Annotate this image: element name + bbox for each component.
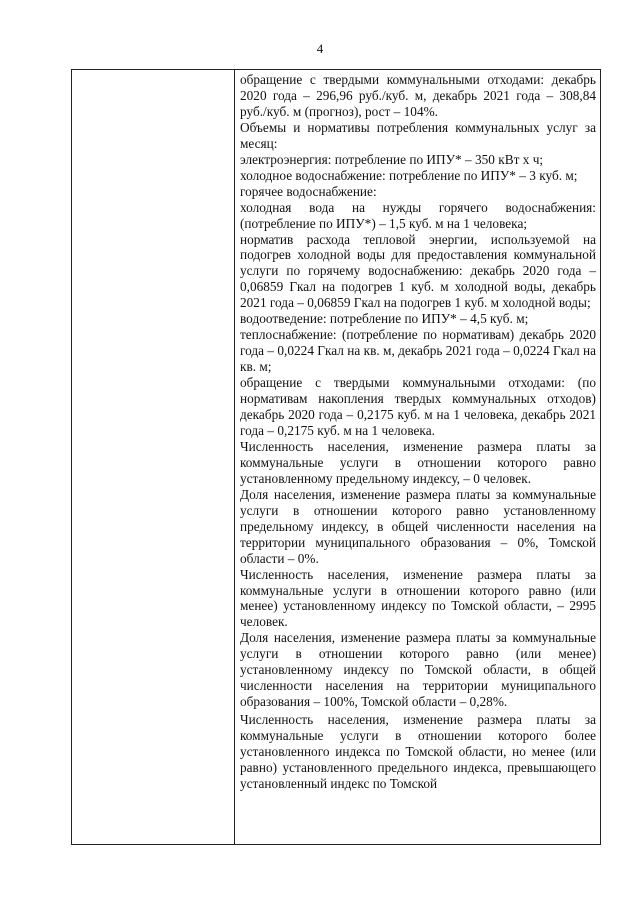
paragraph-heat-norm: норматив расхода тепловой энергии, используемой на подогрев холодной воды для предоставления коммунальной услуги по горячему водоснабжению: декабрь 2020 года – 0,06859 Гкал на подогрев 1 куб. м холодной воды, декабрь 2021 года – 0,06859 Гкал на подогрев 1 куб. м холодной воды; bbox=[240, 231, 596, 311]
document-table bbox=[71, 69, 601, 845]
paragraph-volumes-heading: Объемы и нормативы потребления коммунальных услуг за месяц: bbox=[240, 119, 596, 151]
paragraph-population-equal-regional: Численность населения, изменение размера платы за коммунальные услуги в отношении которого равно (или менее) установленному индексу по Томской области, – 2995 человек. bbox=[240, 566, 596, 630]
paragraph-share-equal-limit: Доля населения, изменение размера платы за коммунальные услуги в отношении которого равно установленному предельному индексу, в общей численности населения на территории муниципального образования – 0%, Томской области – 0%. bbox=[240, 486, 596, 566]
paragraph-hot-water-heading: горячее водоснабжение: bbox=[240, 183, 377, 199]
paragraph-tko-norms: обращение с твердыми коммунальными отходами: (по нормативам накопления твердых коммунальных отходов) декабрь 2020 года – 0,2175 куб. м на 1 человека, декабрь 2021 года – 0,2175 куб. м на 1 человека. bbox=[240, 375, 596, 438]
table-right-column bbox=[235, 70, 600, 844]
page-number: 4 bbox=[316, 41, 324, 56]
paragraph-cold-water: холодное водоснабжение: потребление по ИПУ* – 3 куб. м; bbox=[240, 167, 578, 183]
paragraph-population-above-regional: Численность населения, изменение размера платы за коммунальные услуги в отношении которого более установленного индекса по Томской области, но менее (или равно) установленного предельного индекса, превышающего установленный индекс по Томской bbox=[240, 712, 596, 791]
paragraph-drainage: водоотведение: потребление по ИПУ* – 4,5 куб. м; bbox=[240, 311, 529, 327]
paragraph-heating: теплоснабжение: (потребление по нормативам) декабрь 2020 года – 0,0224 Гкал на кв. м, декабрь 2021 года – 0,0224 Гкал на кв. м; bbox=[240, 327, 596, 375]
paragraph-electricity: электроэнергия: потребление по ИПУ* – 350 кВт х ч; bbox=[240, 151, 544, 167]
paragraph-population-equal-limit: Численность населения, изменение размера платы за коммунальные услуги в отношении которого равно установленному предельному индексу, – 0 человек. bbox=[240, 438, 596, 486]
paragraph-tko-tariff: обращение с твердыми коммунальными отходами: декабрь 2020 года – 296,96 руб./куб. м, декабрь 2021 года – 308,84 руб./куб. м (прогноз), рост – 104%. bbox=[240, 72, 596, 119]
table-left-column bbox=[72, 70, 235, 844]
paragraph-share-equal-regional: Доля населения, изменение размера платы за коммунальные услуги в отношении которого равно (или менее) установленному индексу по Томской области, в общей численности населения на территории муниципального образования – 100%, Томской области – 0,28%. bbox=[240, 630, 596, 710]
paragraph-cold-water-for-hot: холодная вода на нужды горячего водоснабжения: (потребление по ИПУ*) – 1,5 куб. м на 1 человека; bbox=[240, 199, 596, 231]
